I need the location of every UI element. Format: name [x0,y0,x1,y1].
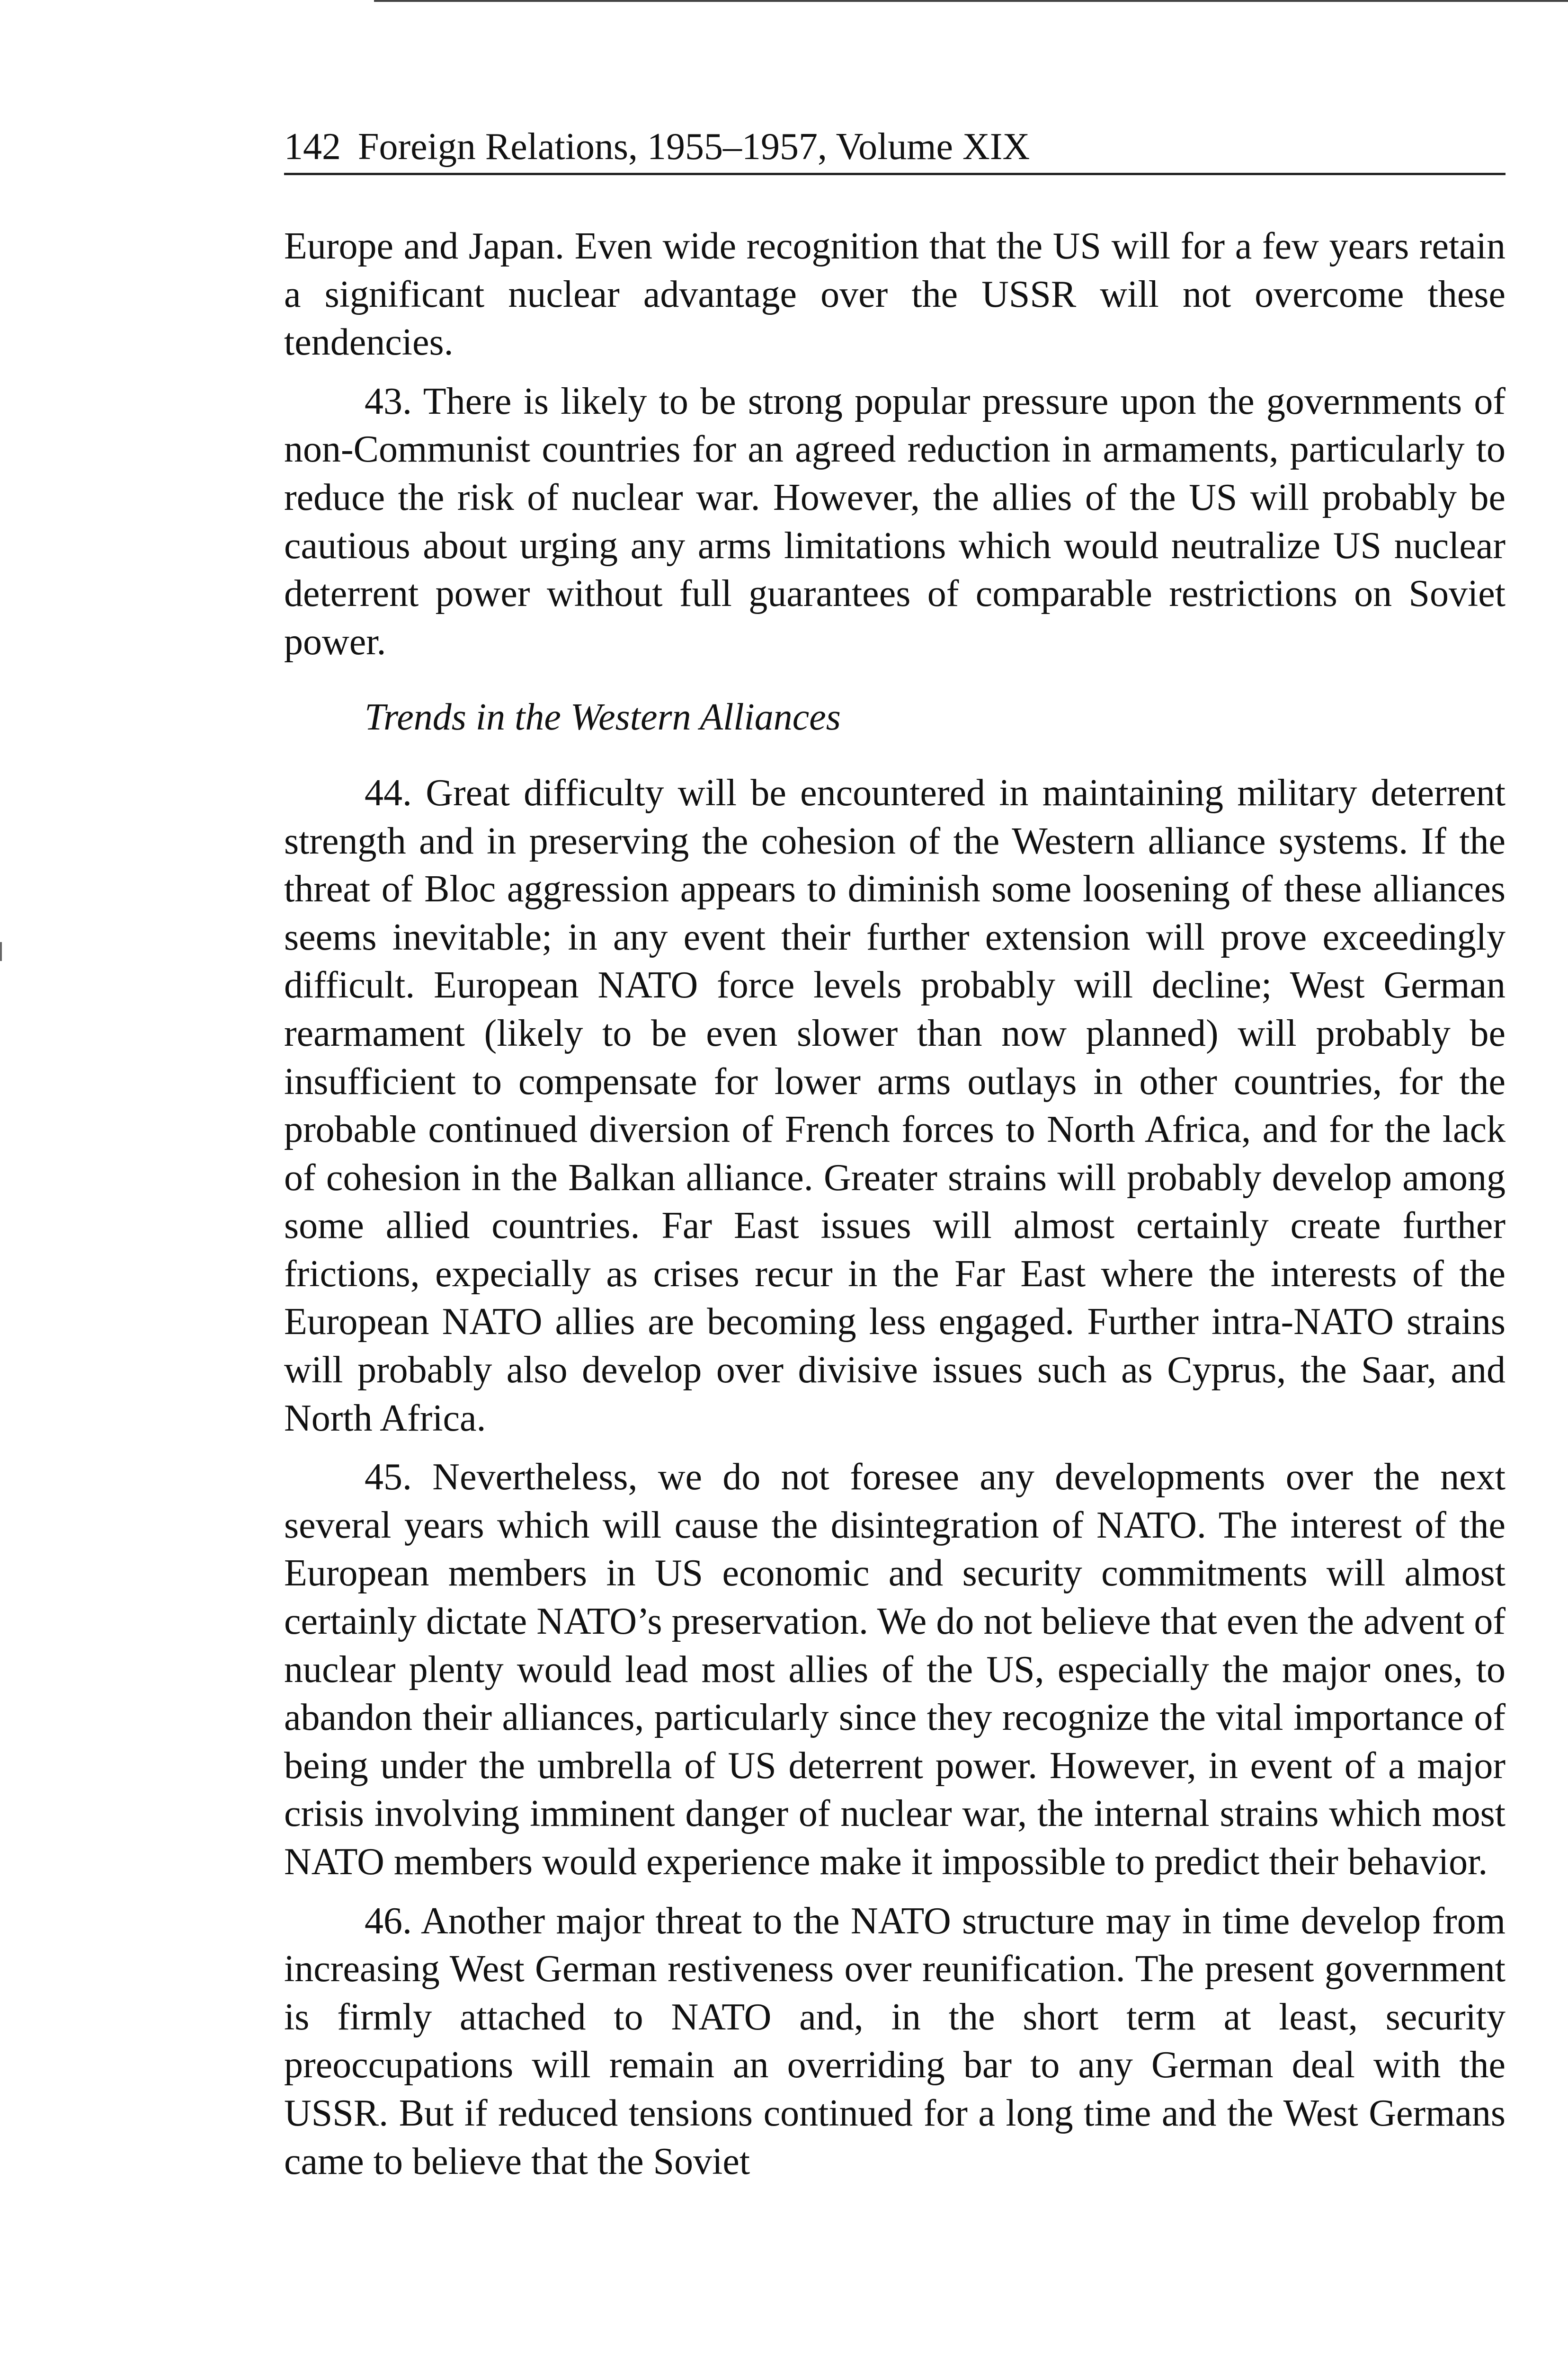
section-heading: Trends in the Western Alliances [365,696,841,739]
paragraph-46: 46. Another major threat to the NATO structure may in time develop from increasing West German restiveness over reunification. The present government is firmly attached to NATO and, in the short term at least, security preoccupations will remain an overriding bar to any German deal with the USSR. But if reduced tensions continued for a long time and the West Germans came to believe that the Soviet [284,1900,1506,2182]
running-head [284,121,1506,175]
body-text [284,222,1506,2186]
running-head-title: Foreign Relations, 1955–1957, Volume XIX [358,126,1030,168]
paragraph-continued: Europe and Japan. Even wide recognition that the US will for a few years retain a significant nuclear advantage over the USSR will not overcome these tendencies. [284,225,1506,364]
scan-margin-mark [0,942,2,961]
scan-edge-line [374,0,1568,2]
paragraph-44: 44. Great difficulty will be encountered in maintaining military deterrent strength and in preserving the cohesion of the Western alliance systems. If the threat of Bloc aggression appears to diminish some loosening of these alliances seems inevitable; in any event their further extension will prove exceedingly difficult. European NATO force levels probably will decline; West German rearmament (likely to be even slower than now planned) will probably be insufficient to compensate for lower arms outlays in other countries, for the probable continued diversion of French forces to North Africa, and for the lack of cohesion in the Balkan alliance. Greater strains will probably develop among some allied countries. Far East issues will almost certainly create further frictions, expecially as crises recur in the Far East where the interests of the European NATO allies are becoming less engaged. Further intra-NATO strains will probably also develop over divisive issues such as Cyprus, the Saar, and North Africa. [284,772,1506,1439]
page-number: 142 [284,126,341,168]
paragraph-45: 45. Nevertheless, we do not foresee any developments over the next several years which will cause the disintegration of NATO. The interest of the European members in US economic and security commitments will almost certainly dictate NATO’s preservation. We do not believe that even the advent of nuclear plenty would lead most allies of the US, especially the major ones, to abandon their alliances, particularly since they recognize the vital importance of being under the umbrella of US deterrent power. However, in event of a major crisis involving imminent danger of nuclear war, the internal strains which most NATO members would experience make it impossible to predict their behavior. [284,1456,1506,1883]
paragraph-43: 43. There is likely to be strong popular pressure upon the governments of non-Communist countries for an agreed reduction in armaments, particularly to reduce the risk of nuclear war. However, the allies of the US will probably be cautious about urging any arms limitations which would neutralize US nuclear deterrent power without full guarantees of comparable restrictions on Soviet power. [284,380,1506,663]
